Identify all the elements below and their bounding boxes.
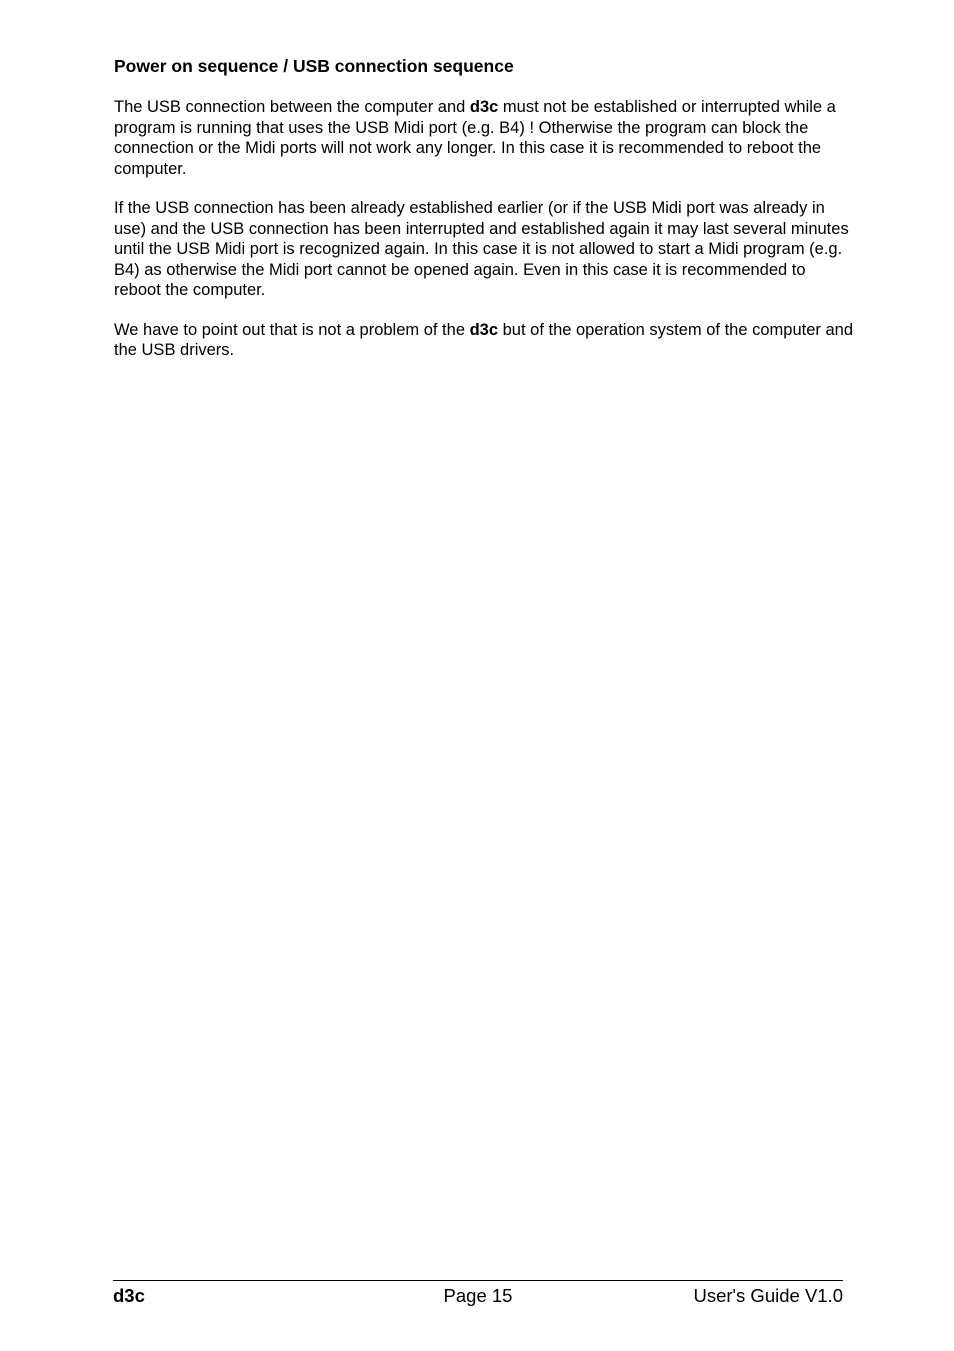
footer-guide-version: User's Guide V1.0 <box>693 1285 843 1306</box>
product-name: d3c <box>469 98 499 116</box>
page-footer <box>113 1280 843 1311</box>
paragraph-text: but of the operation system of the computer and the USB drivers. <box>114 320 853 359</box>
page-number: Page 15 <box>443 1285 513 1306</box>
paragraph-text: The USB connection between the computer and <box>114 98 470 116</box>
paragraph-text: We have to point out that is not a problem of the <box>114 320 470 339</box>
paragraph-note <box>114 320 854 361</box>
paragraph-reconnect: If the USB connection has been already established earlier (or if the USB Midi port was already in use) and the USB connection has been interrupted and established again it may last several minutes until the USB Midi port is recognized again. In this case it is not allowed to start a Midi program (e.g. B4) as otherwise the Midi port cannot be opened again. Even in this case it is recommended to reboot the computer. <box>114 199 849 299</box>
section-heading: Power on sequence / USB connection sequence <box>114 56 514 76</box>
page-content <box>114 54 854 380</box>
paragraph-text: must not be established or interrupted while a program is running that uses the USB Midi port (e.g. B4) ! Otherwise the program can block the connection or the Midi ports will not work any longer. In this case it is recommended to reboot the computer. <box>114 98 836 178</box>
footer-product: d3c <box>113 1285 145 1306</box>
paragraph-usb-connection <box>114 97 854 179</box>
product-name: d3c <box>469 320 499 339</box>
